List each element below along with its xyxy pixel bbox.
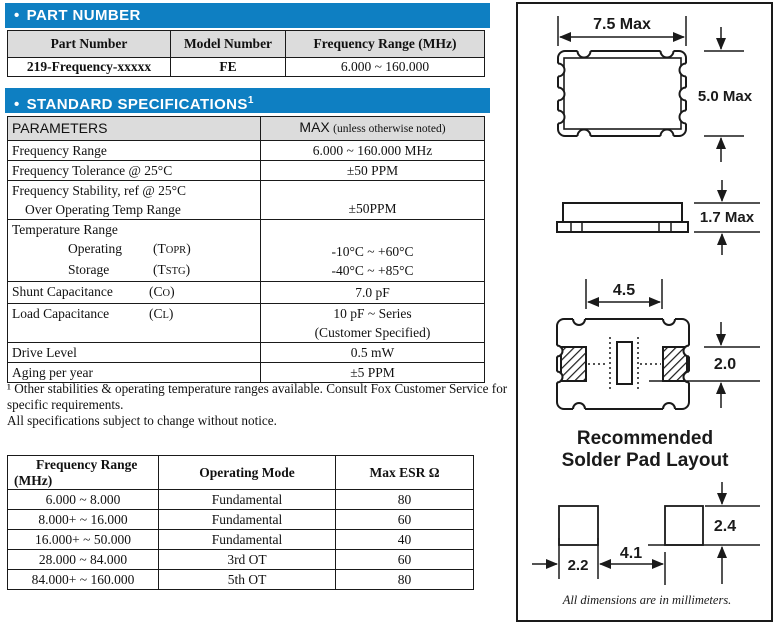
operating-temp-value: -10°C ~ +60°C bbox=[331, 244, 414, 259]
esr-col1-header: Frequency Range (MHz) bbox=[8, 456, 159, 490]
load-cap-value-line1: 10 pF ~ Series bbox=[333, 306, 412, 321]
esr-mode: Fundamental bbox=[159, 530, 336, 550]
esr-col3-header: Max ESR Ω bbox=[336, 456, 474, 490]
side-view-drawing bbox=[557, 180, 760, 309]
spec-row-shunt-capacitance bbox=[8, 282, 485, 304]
spec-row-aging bbox=[8, 363, 485, 383]
param-label: Drive Level bbox=[8, 343, 261, 363]
storage-line bbox=[12, 260, 260, 281]
param-value: 6.000 ~ 160.000 MHz bbox=[261, 141, 485, 161]
esr-value: 80 bbox=[336, 570, 474, 590]
footnote-line3: All specifications subject to change without notice. bbox=[7, 413, 277, 428]
esr-mode: 5th OT bbox=[159, 570, 336, 590]
esr-range: 28.000 ~ 84.000 bbox=[8, 550, 159, 570]
part-number-col-header: Part Number bbox=[8, 31, 171, 58]
dim-thickness-label: 1.7 Max bbox=[699, 209, 755, 226]
max-header bbox=[261, 117, 485, 141]
spec-row-frequency-tolerance bbox=[8, 161, 485, 181]
shunt-symbol: (CO) bbox=[149, 284, 175, 299]
standard-specifications-section-header bbox=[5, 88, 490, 113]
spec-row-drive-level bbox=[8, 343, 485, 363]
stability-line2: Over Operating Temp Range bbox=[25, 202, 181, 217]
operating-label: Operating bbox=[68, 241, 122, 256]
param-value bbox=[261, 220, 485, 282]
dim-height-label: 5.0 Max bbox=[697, 88, 753, 105]
standard-specifications-title: STANDARD SPECIFICATIONS bbox=[26, 96, 248, 113]
param-value: ±50 PPM bbox=[261, 161, 485, 181]
param-value: ±5 PPM bbox=[261, 363, 485, 383]
dim-pad-span-label: 4.5 bbox=[612, 282, 636, 299]
part-number-title: PART NUMBER bbox=[26, 7, 141, 24]
esr-mode: Fundamental bbox=[159, 490, 336, 510]
spec-row-temperature-range bbox=[8, 220, 485, 282]
part-number-table bbox=[7, 30, 485, 77]
specifications-table bbox=[7, 116, 485, 383]
esr-value: 60 bbox=[336, 550, 474, 570]
param-label bbox=[8, 220, 261, 282]
esr-table bbox=[7, 455, 474, 590]
esr-value: 80 bbox=[336, 490, 474, 510]
esr-range: 6.000 ~ 8.000 bbox=[8, 490, 159, 510]
dimensions-note: All dimensions are in millimeters. bbox=[562, 593, 732, 607]
param-value: 0.5 mW bbox=[261, 343, 485, 363]
load-symbol: (CL) bbox=[149, 306, 174, 321]
max-label: MAX bbox=[299, 119, 330, 135]
param-value bbox=[261, 304, 485, 343]
temp-range-label: Temperature Range bbox=[12, 222, 118, 237]
esr-row bbox=[8, 490, 474, 510]
bullet-icon: • bbox=[14, 96, 20, 113]
footnote-line2: specific requirements. bbox=[7, 397, 124, 412]
storage-symbol: (TSTG) bbox=[153, 262, 191, 277]
esr-mode: Fundamental bbox=[159, 510, 336, 530]
esr-mode: 3rd OT bbox=[159, 550, 336, 570]
part-number-section-header bbox=[5, 3, 490, 28]
spec-header-row bbox=[8, 117, 485, 141]
dim-solder-pad-width-label: 2.2 bbox=[567, 557, 589, 574]
esr-header-row bbox=[8, 456, 474, 490]
package-drawing bbox=[518, 4, 771, 620]
dim-solder-gap-label: 4.1 bbox=[619, 545, 643, 562]
stability-line1: Frequency Stability, ref @ 25°C bbox=[12, 183, 187, 198]
esr-row bbox=[8, 510, 474, 530]
max-note: (unless otherwise noted) bbox=[333, 123, 446, 135]
param-label bbox=[8, 181, 261, 220]
crystal-blank bbox=[617, 342, 632, 384]
footnote-marker: 1 bbox=[247, 95, 254, 106]
dim-solder-pad-height-label: 2.4 bbox=[713, 518, 737, 535]
model-number-value: FE bbox=[171, 58, 286, 77]
param-label: Frequency Range bbox=[8, 141, 261, 161]
spec-column bbox=[5, 3, 508, 621]
spec-row-load-capacitance bbox=[8, 304, 485, 343]
operating-line bbox=[12, 239, 260, 260]
param-label: Shunt Capacitance (CO) bbox=[8, 282, 261, 304]
dim-width-label: 7.5 Max bbox=[593, 16, 651, 33]
solder-pad-caption-line2: Solder Pad Layout bbox=[561, 450, 729, 471]
part-number-value: 219-Frequency-xxxxx bbox=[8, 58, 171, 77]
crystal-pad-left bbox=[561, 347, 586, 381]
frequency-range-value: 6.000 ~ 160.000 bbox=[286, 58, 485, 77]
solder-pad-left bbox=[559, 506, 598, 545]
footnotes bbox=[7, 381, 507, 429]
storage-label: Storage bbox=[68, 262, 110, 277]
solder-pad-caption-line1: Recommended bbox=[576, 428, 714, 449]
param-value: 7.0 pF bbox=[261, 282, 485, 304]
solder-pad-right bbox=[665, 506, 703, 545]
esr-row bbox=[8, 550, 474, 570]
storage-temp-value: -40°C ~ +85°C bbox=[331, 263, 414, 278]
dim-pad-height-label: 2.0 bbox=[713, 356, 737, 373]
param-label: Aging per year bbox=[8, 363, 261, 383]
model-number-col-header: Model Number bbox=[171, 31, 286, 58]
esr-value: 40 bbox=[336, 530, 474, 550]
frequency-range-col-header: Frequency Range (MHz) bbox=[286, 31, 485, 58]
part-table-data-row bbox=[8, 58, 485, 77]
param-value: ±50PPM bbox=[261, 181, 485, 220]
esr-range: 84.000+ ~ 160.000 bbox=[8, 570, 159, 590]
esr-row bbox=[8, 570, 474, 590]
load-cap-value-line2: (Customer Specified) bbox=[314, 325, 431, 340]
operating-symbol: (TOPR) bbox=[153, 241, 191, 256]
package-drawing-panel bbox=[516, 2, 773, 622]
footnote-line1: ¹ Other stabilities & operating temperature ranges available. Consult Fox Customer Service for bbox=[7, 381, 508, 396]
param-label: Frequency Tolerance @ 25°C bbox=[8, 161, 261, 181]
part-table-header-row bbox=[8, 31, 485, 58]
esr-range: 8.000+ ~ 16.000 bbox=[8, 510, 159, 530]
spec-row-frequency-range bbox=[8, 141, 485, 161]
esr-value: 60 bbox=[336, 510, 474, 530]
esr-range: 16.000+ ~ 50.000 bbox=[8, 530, 159, 550]
parameters-header: PARAMETERS bbox=[8, 117, 261, 141]
spec-row-frequency-stability bbox=[8, 181, 485, 220]
bullet-icon: • bbox=[14, 7, 20, 24]
esr-col2-header: Operating Mode bbox=[159, 456, 336, 490]
esr-row bbox=[8, 530, 474, 550]
param-label: Load Capacitance (CL) bbox=[8, 304, 261, 343]
